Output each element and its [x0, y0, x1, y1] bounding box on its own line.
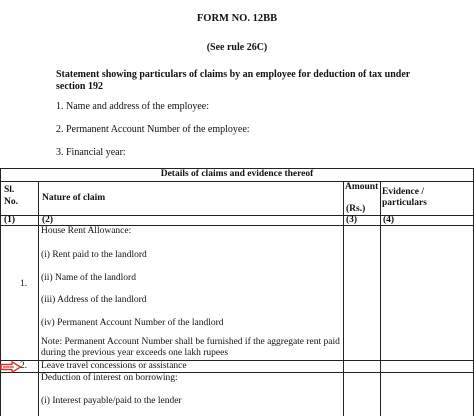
row1-line-hra: House Rent Allowance: — [41, 226, 132, 236]
header-amount: Amount — [345, 182, 379, 192]
col-number-2: (2) — [42, 215, 54, 225]
table-caption: Details of claims and evidence thereof — [160, 169, 314, 179]
form-number: FORM NO. 12BB — [196, 13, 278, 24]
header-evidence: Evidence / — [382, 187, 424, 197]
row2-number: 2. — [20, 361, 28, 371]
field-employee-name-address: 1. Name and address of the employee: — [56, 101, 210, 112]
right-arrow-icon — [0, 361, 22, 373]
row2-label: Leave travel concessions or assistance — [41, 361, 187, 371]
claims-table — [0, 168, 474, 416]
col-number-1: (1) — [4, 215, 16, 225]
row1-number: 1. — [20, 279, 28, 289]
header-nature-of-claim: Nature of claim — [42, 193, 106, 203]
row1-line-landlord-name: (ii) Name of the landlord — [41, 273, 136, 283]
form-statement: Statement showing particulars of claims by an employee for deduction of tax under section 192 — [56, 69, 411, 92]
row1-line-rent-paid: (i) Rent paid to the landlord — [41, 250, 147, 260]
field-financial-year: 3. Financial year: — [56, 147, 126, 158]
row1-note-line2: during the previous year exceeds one lakh rupees — [41, 348, 229, 358]
row1-note-line1: Note: Permanent Account Number shall be furnished if the aggregate rent paid — [41, 337, 340, 347]
col-number-4: (4) — [383, 215, 395, 225]
header-sl: Sl. — [4, 185, 15, 195]
header-no: No. — [4, 197, 18, 207]
row3-line-interest: Deduction of interest on borrowing: — [41, 373, 178, 383]
field-employee-pan: 2. Permanent Account Number of the employee: — [56, 124, 250, 135]
header-particulars: particulars — [382, 198, 427, 208]
row1-line-landlord-address: (iii) Address of the landlord — [41, 295, 147, 305]
col-number-3: (3) — [346, 215, 358, 225]
rule-reference: (See rule 26C) — [206, 42, 268, 53]
row1-line-landlord-pan: (iv) Permanent Account Number of the landlord — [41, 318, 224, 328]
header-rs: (Rs.) — [346, 204, 366, 214]
row3-line-interest-payable: (i) Interest payable/paid to the lender — [41, 396, 182, 406]
